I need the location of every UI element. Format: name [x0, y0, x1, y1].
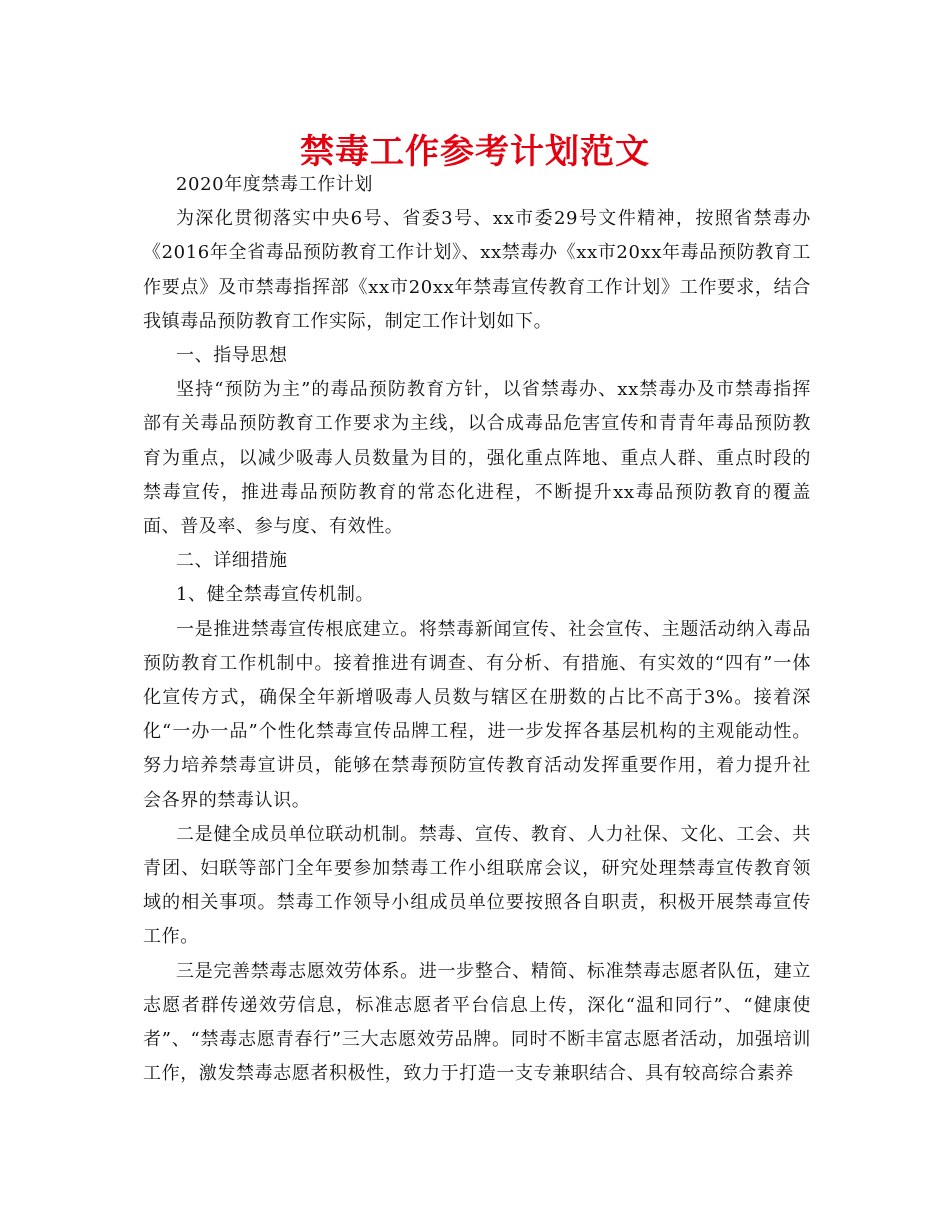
document-body	[143, 168, 811, 1091]
paragraph-measure-two: 二是健全成员单位联动机制。禁毒、宣传、教育、人力社保、文化、工会、共青团、妇联等部门全年要参加禁毒工作小组联席会议，研究处理禁毒宣传教育领域的相关事项。禁毒工作领导小组成员单位要按照各自职责，积极开展禁毒宣传工作。	[143, 823, 811, 948]
paragraph-measure-three: 三是完善禁毒志愿效劳体系。进一步整合、精简、标准禁毒志愿者队伍，建立志愿者群传递效劳信息，标准志愿者平台信息上传，深化“温和同行”、“健康使者”、“禁毒志愿青春行”三大志愿效劳品牌。同时不断丰富志愿者活动，加强培训工作，激发禁毒志愿者积极性，致力于打造一支专兼职结合、具有较高综合素养	[143, 960, 811, 1085]
paragraph-guiding-thought: 坚持“预防为主”的毒品预防教育方针，以省禁毒办、xx禁毒办及市禁毒指挥部有关毒品预防教育工作要求为主线，以合成毒品危害宣传和青青年毒品预防教育为重点，以减少吸毒人员数量为目的，强化重点阵地、重点人群、重点时段的禁毒宣传，推进毒品预防教育的常态化进程，不断提升xx毒品预防教育的覆盖面、普及率、参与度、有效性。	[143, 379, 811, 538]
paragraph-measure-one: 一是推进禁毒宣传根底建立。将禁毒新闻宣传、社会宣传、主题活动纳入毒品预防教育工作机制中。接着推进有调查、有分析、有措施、有实效的“四有”一体化宣传方式，确保全年新增吸毒人员数与辖区在册数的占比不高于3%。接着深化“一办一品”个性化禁毒宣传品牌工程，进一步发挥各基层机构的主观能动性。努力培养禁毒宣讲员，能够在禁毒预防宣传教育活动发挥重要作用，着力提升社会各界的禁毒认识。	[143, 618, 811, 811]
section-heading-guiding-thought: 一、指导思想	[176, 345, 288, 367]
subheading-propaganda-mechanism: 1、健全禁毒宣传机制。	[176, 584, 375, 606]
document-title: 禁毒工作参考计划范文	[300, 132, 650, 172]
paragraph-plan-year: 2020年度禁毒工作计划	[176, 174, 374, 195]
paragraph-intro: 为深化贯彻落实中央6号、省委3号、xx市委29号文件精神，按照省禁毒办《2016年全省毒品预防教育工作计划》、xx禁毒办《xx市20xx年毒品预防教育工作要点》及市禁毒指挥部《xx市20xx年禁毒宣传教育工作计划》工作要求，结合我镇毒品预防教育工作实际，制定工作计划如下。	[143, 208, 811, 332]
section-heading-measures: 二、详细措施	[176, 550, 288, 572]
